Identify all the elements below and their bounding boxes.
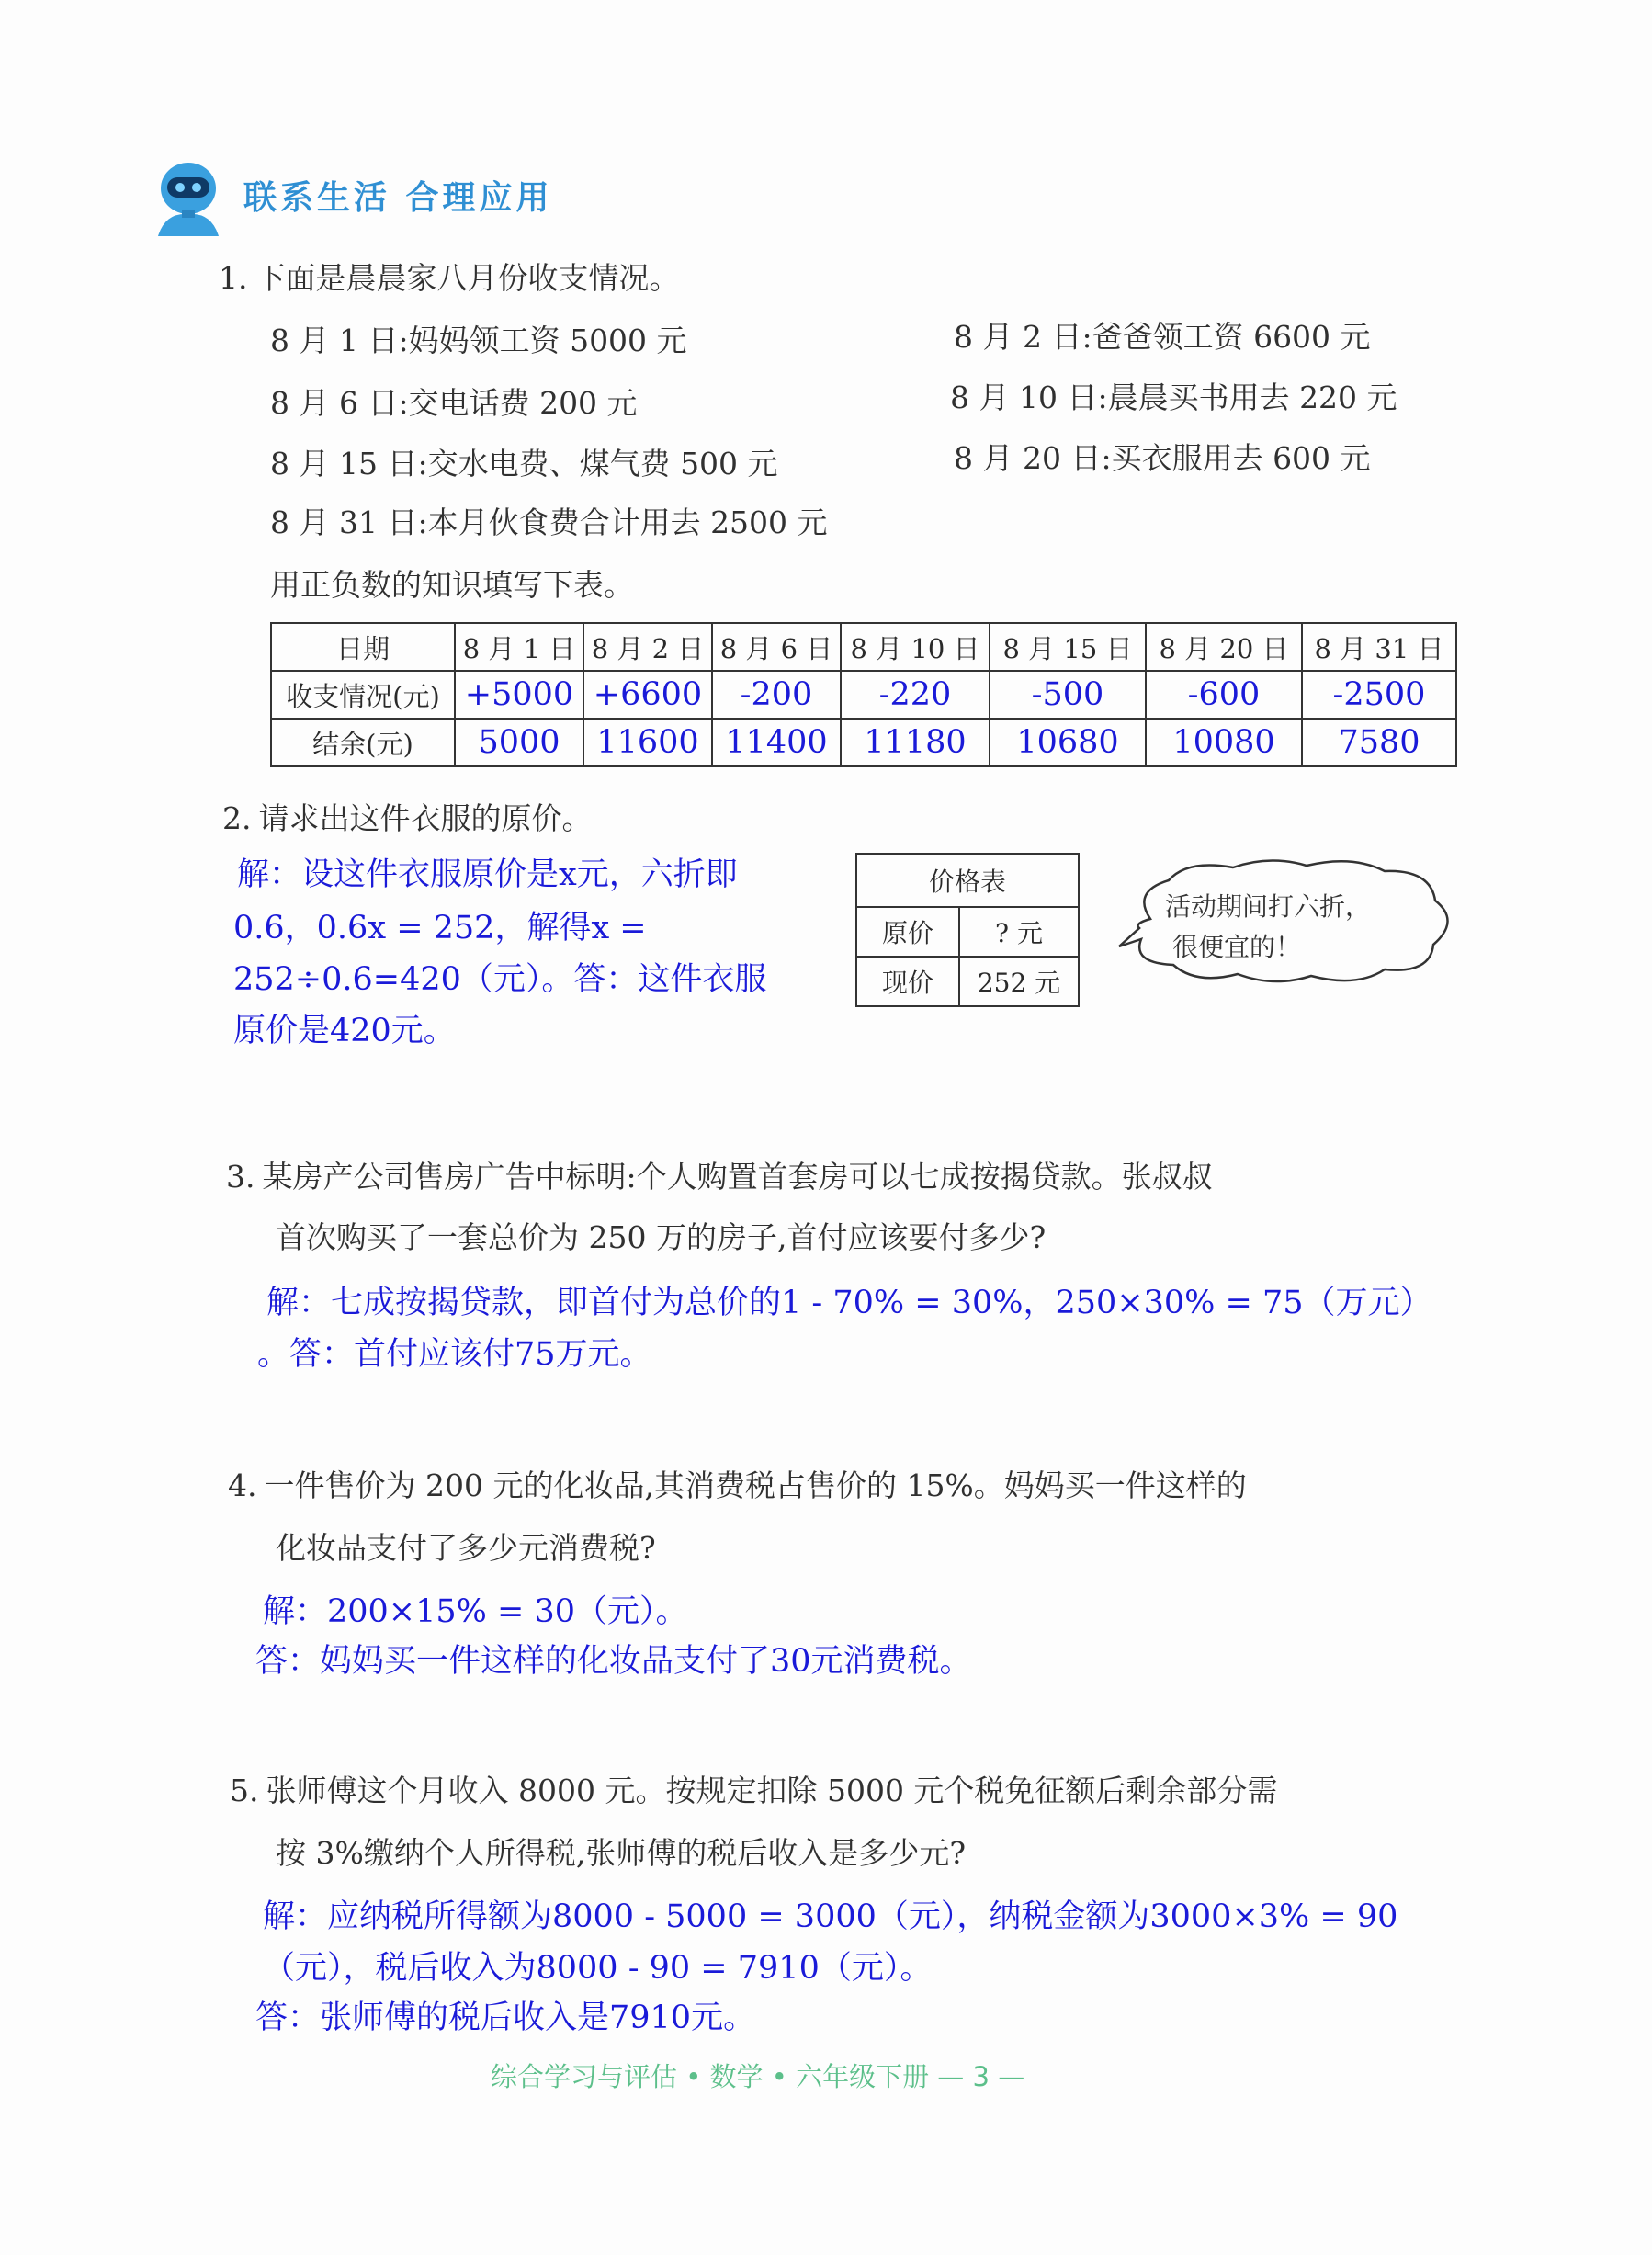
question-1-text: 1. 下面是晨晨家八月份收支情况。 (219, 260, 680, 296)
table-cell: -600 (1146, 671, 1302, 719)
table-cell: 11400 (712, 719, 841, 766)
question-3-text-line-2: 首次购买了一套总价为 250 万的房子,首付应该要付多少? (276, 1219, 1047, 1255)
table-row (271, 719, 1456, 766)
record-aug-15: 8 月 15 日:交水电费、煤气费 500 元 (270, 446, 778, 482)
section-title: 联系生活 合理应用 (243, 179, 553, 217)
answer-2-line-1: 解：设这件衣服原价是x元，六折即 (237, 856, 738, 893)
table-cell: +6600 (583, 671, 712, 719)
answer-2-line-2: 0.6，0.6x = 252，解得x = (233, 910, 647, 946)
table-cell: +5000 (455, 671, 583, 719)
price-table-label-original: 原价 (856, 907, 959, 957)
table-cell: 11600 (583, 719, 712, 766)
table-row (271, 623, 1456, 671)
table-cell: -220 (841, 671, 990, 719)
table-cell: 8 月 2 日 (583, 623, 712, 671)
table-cell: 10680 (990, 719, 1146, 766)
answer-4-line-1: 解：200×15% = 30（元）。 (263, 1593, 688, 1630)
table-cell: 8 月 6 日 (712, 623, 841, 671)
record-aug-1: 8 月 1 日:妈妈领工资 5000 元 (270, 323, 687, 358)
record-aug-2: 8 月 2 日:爸爸领工资 6600 元 (954, 319, 1371, 355)
table-cell: -200 (712, 671, 841, 719)
question-5-text: 5. 张师傅这个月收入 8000 元。按规定扣除 5000 元个税免征额后剩余部分需 (230, 1773, 1278, 1808)
answer-2-line-3: 252÷0.6=420（元）。答：这件衣服 (233, 961, 767, 998)
answer-3-line-2: 。答：首付应该付75万元。 (257, 1336, 652, 1373)
table-cell: -2500 (1302, 671, 1456, 719)
table-cell: -500 (990, 671, 1146, 719)
record-aug-10: 8 月 10 日:晨晨买书用去 220 元 (950, 380, 1397, 415)
price-table-value-current: 252 元 (959, 957, 1079, 1006)
price-table-value-original: ? 元 (959, 907, 1079, 957)
price-table-label-current: 现价 (856, 957, 959, 1006)
question-3-text: 3. 某房产公司售房广告中标明:个人购置首套房可以七成按揭贷款。张叔叔 (226, 1159, 1213, 1195)
question-1-instruction: 用正负数的知识填写下表。 (270, 567, 634, 603)
question-5-text-line-2: 按 3%缴纳个人所得税,张师傅的税后收入是多少元? (276, 1835, 967, 1871)
table-cell: 7580 (1302, 719, 1456, 766)
table-cell: 8 月 20 日 (1146, 623, 1302, 671)
price-table (855, 853, 1080, 1007)
question-2-text: 2. 请求出这件衣服的原价。 (222, 800, 593, 836)
record-aug-31: 8 月 31 日:本月伙食费合计用去 2500 元 (270, 504, 828, 540)
speech-bubble-text: 活动期间打六折， 很便宜的！ (1165, 891, 1372, 962)
table-cell: 8 月 10 日 (841, 623, 990, 671)
price-table-title: 价格表 (856, 854, 1079, 907)
table-header-balance: 结余(元) (271, 719, 455, 766)
answer-5-line-3: 答：张师傅的税后收入是7910元。 (255, 2000, 756, 2036)
record-aug-20: 8 月 20 日:买衣服用去 600 元 (954, 440, 1371, 476)
page-footer: 综合学习与评估 • 数学 • 六年级下册 — 3 — (491, 2061, 1025, 2092)
table-cell: 10080 (1146, 719, 1302, 766)
table-header-income: 收支情况(元) (271, 671, 455, 719)
robot-mascot-icon (147, 152, 234, 239)
answer-3-line-1: 解：七成按揭贷款，即首付为总价的1 - 70% = 30%，250×30% = 75（万元） (266, 1285, 1432, 1321)
table-cell: 11180 (841, 719, 990, 766)
answer-2-line-4: 原价是420元。 (233, 1013, 456, 1049)
section-header (147, 152, 553, 239)
answer-5-line-1: 解：应纳税所得额为8000 - 5000 = 3000（元），纳税金额为3000×3% = 90 (263, 1898, 1398, 1935)
question-4-text: 4. 一件售价为 200 元的化妆品,其消费税占售价的 15%。妈妈买一件这样的 (228, 1467, 1247, 1503)
question-4-text-line-2: 化妆品支付了多少元消费税? (276, 1530, 656, 1566)
table-cell: 8 月 1 日 (455, 623, 583, 671)
table-cell: 8 月 15 日 (990, 623, 1146, 671)
record-aug-6: 8 月 6 日:交电话费 200 元 (270, 385, 638, 421)
table-cell: 5000 (455, 719, 583, 766)
income-table (270, 622, 1457, 767)
table-cell: 8 月 31 日 (1302, 623, 1456, 671)
table-header-date: 日期 (271, 623, 455, 671)
answer-4-line-2: 答：妈妈买一件这样的化妆品支付了30元消费税。 (255, 1643, 972, 1680)
answer-5-line-2: （元），税后收入为8000 - 90 = 7910（元）。 (263, 1950, 933, 1987)
table-row (271, 671, 1456, 719)
